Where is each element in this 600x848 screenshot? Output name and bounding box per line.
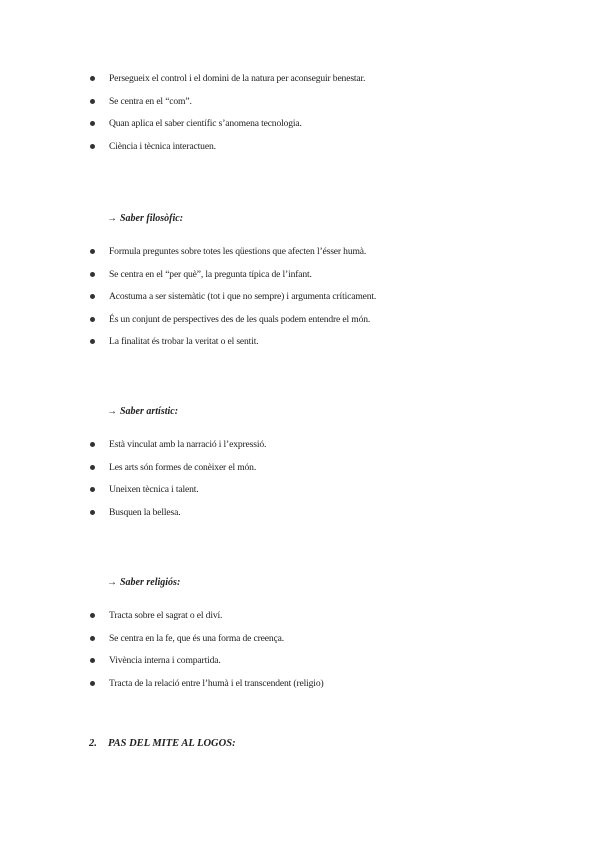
list-item-text: Quan aplica el saber científic s’anomena tecnologia. <box>109 118 302 129</box>
bullet-icon <box>90 249 95 254</box>
section-heading-text: Saber filosòfic: <box>120 213 184 224</box>
bullet-icon <box>90 636 95 641</box>
list-item-text: Les arts són formes de conèixer el món. <box>109 461 257 473</box>
bullet-icon <box>90 294 95 299</box>
bullet-icon <box>90 658 95 663</box>
list-item-text: Se centra en el “per què”, la pregunta típica de l’infant. <box>109 268 312 280</box>
list-item-text: Formula preguntes sobre totes les qüestions que afecten l’ésser humà. <box>109 246 367 257</box>
bullet-icon <box>90 613 95 618</box>
list-item-text: Tracta de la relació entre l’humà i el transcendent (religio) <box>109 677 324 689</box>
section-heading-text: Saber artístic: <box>120 406 179 417</box>
list-item-text: Uneixen tècnica i talent. <box>109 484 199 495</box>
section-heading-text: Saber religiós: <box>120 577 181 588</box>
bullet-icon <box>90 99 95 104</box>
list-item-text: Persegueix el control i el domini de la natura per aconseguir benestar. <box>109 73 366 84</box>
section-heading-religios <box>107 576 180 590</box>
bullet-icon <box>90 121 95 126</box>
chapter-heading <box>89 737 236 751</box>
bullet-icon <box>90 272 95 277</box>
list-item-text: Està vinculat amb la narració i l’expressió. <box>109 439 267 450</box>
arrow-right-icon: → <box>107 577 117 588</box>
chapter-title: PAS DEL MITE AL LOGOS: <box>108 738 236 749</box>
list-item-text: Vivència interna i compartida. <box>109 655 221 666</box>
bullet-icon <box>90 510 95 515</box>
list-item-text: Se centra en el “com”. <box>109 95 192 107</box>
list-item-text: Acostuma a ser sistemàtic (tot i que no sempre) i argumenta críticament. <box>109 291 377 302</box>
bullet-icon <box>90 681 95 686</box>
list-item-text: Se centra en la fe, que és una forma de creença. <box>109 632 284 644</box>
chapter-number: 2. <box>89 738 97 749</box>
arrow-right-icon: → <box>107 213 117 224</box>
list-item-text: La finalitat és trobar la veritat o el sentit. <box>109 336 259 347</box>
bullet-icon <box>90 465 95 470</box>
list-item-text: Ciència i tècnica interactuen. <box>109 140 216 152</box>
list-item-text: Tracta sobre el sagrat o el diví. <box>109 610 223 621</box>
section-heading-filosofic <box>107 212 183 226</box>
list-item-text: Busquen la bellesa. <box>109 506 181 518</box>
bullet-icon <box>90 442 95 447</box>
bullet-icon <box>90 487 95 492</box>
bullet-icon <box>90 76 95 81</box>
bullet-icon <box>90 144 95 149</box>
bullet-icon <box>90 339 95 344</box>
arrow-right-icon: → <box>107 406 117 417</box>
section-heading-artistic <box>107 405 178 419</box>
bullet-icon <box>90 317 95 322</box>
list-item-text: És un conjunt de perspectives des de les quals podem entendre el món. <box>109 313 371 325</box>
